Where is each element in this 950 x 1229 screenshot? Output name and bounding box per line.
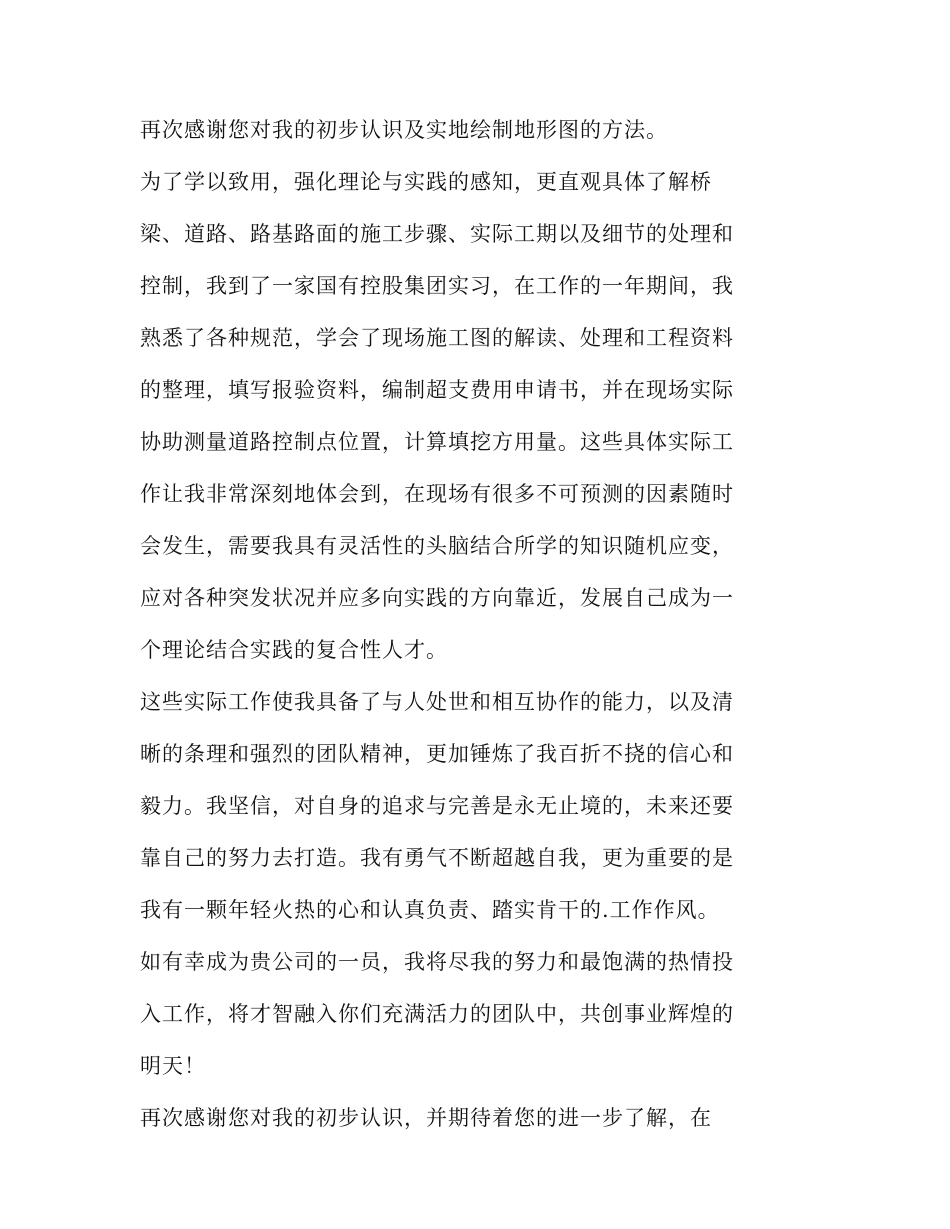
text-line: 作让我非常深刻地体会到，在现场有很多不可预测的因素随时 [140,482,734,506]
text-line: 晰的条理和强烈的团队精神，更加锤炼了我百折不挠的信心和 [140,742,734,766]
text-line: 这些实际工作使我具备了与人处世和相互协作的能力，以及清 [140,690,734,714]
text-line: 再次感谢您对我的初步认识，并期待着您的进一步了解，在 [140,1106,712,1130]
text-line: 为了学以致用，强化理论与实践的感知，更直观具体了解桥 [140,170,712,194]
letter-body [140,104,820,1144]
text-line: 协助测量道路控制点位置，计算填挖方用量。这些具体实际工 [140,430,734,454]
text-line: 再次感谢您对我的初步认识及实地绘制地形图的方法。 [140,118,668,142]
text-line: 靠自己的努力去打造。我有勇气不断超越自我，更为重要的是 [140,846,734,870]
text-line: 的整理，填写报验资料，编制超支费用申请书，并在现场实际 [140,378,734,402]
text-line: 梁、道路、路基路面的施工步骤、实际工期以及细节的处理和 [140,222,734,246]
text-line: 会发生，需要我具有灵活性的头脑结合所学的知识随机应变， [140,534,734,558]
text-line: 毅力。我坚信，对自身的追求与完善是永无止境的，未来还要 [140,794,734,818]
text-line: 控制，我到了一家国有控股集团实习，在工作的一年期间，我 [140,274,734,298]
text-line: 入工作，将才智融入你们充满活力的团队中，共创事业辉煌的 [140,1002,734,1026]
text-line: 明天！ [140,1054,206,1078]
text-line: 应对各种突发状况并应多向实践的方向靠近，发展自己成为一 [140,586,734,610]
text-line: 个理论结合实践的复合性人才。 [140,638,448,662]
text-line: 如有幸成为贵公司的一员，我将尽我的努力和最饱满的热情投 [140,950,734,974]
text-line: 我有一颗年轻火热的心和认真负责、踏实肯干的.工作作风。 [140,898,720,922]
text-line: 熟悉了各种规范，学会了现场施工图的解读、处理和工程资料 [140,326,734,350]
